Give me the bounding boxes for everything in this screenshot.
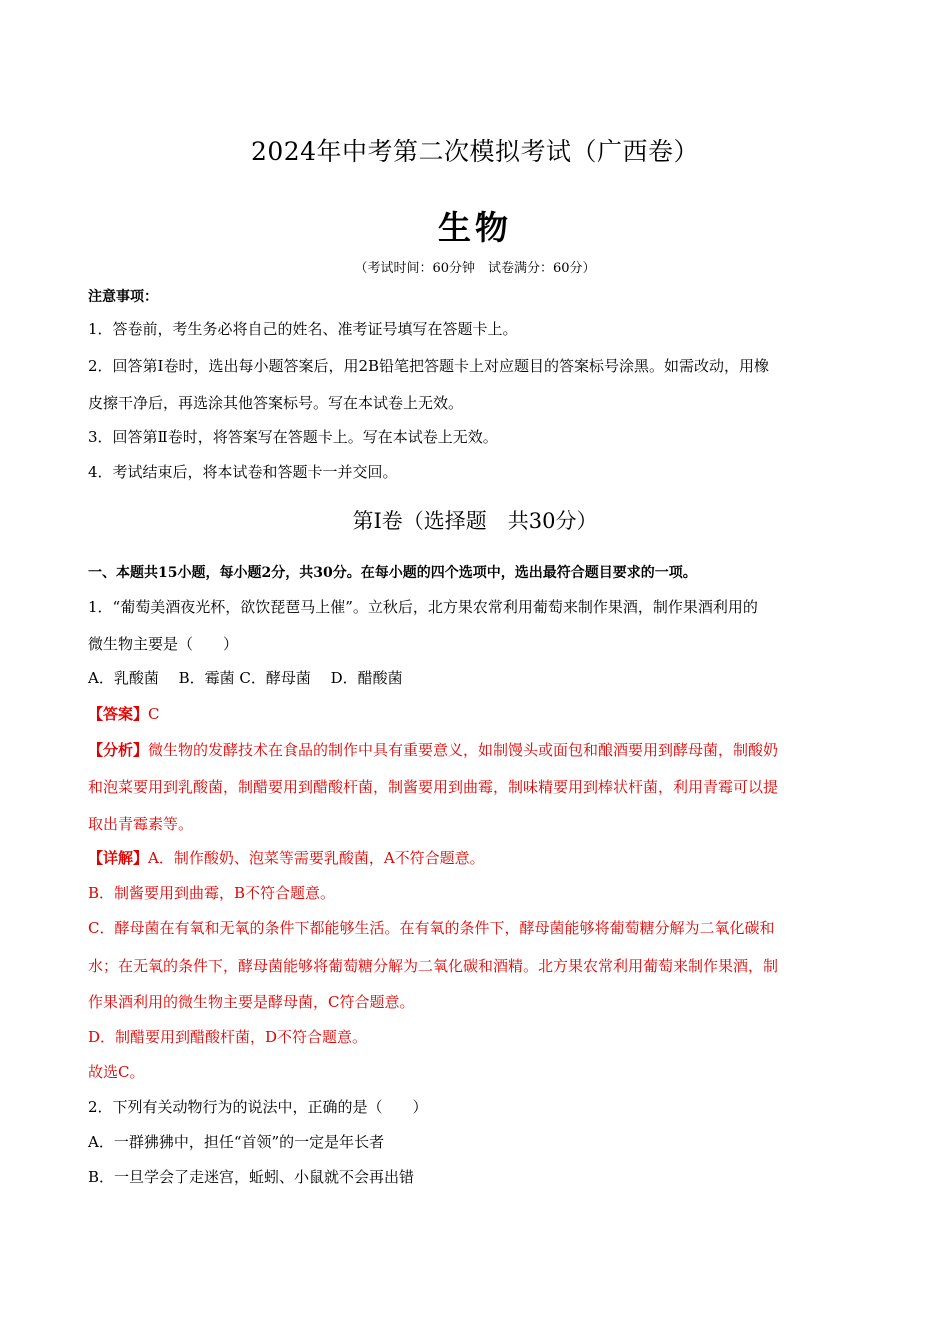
detail-tag: 【详解】 xyxy=(88,849,149,867)
q1-detail-c3: 作果酒利用的微生物主要是酵母菌，C符合题意。 xyxy=(88,993,415,1011)
note-item-2b: 皮擦干净后，再选涂其他答案标号。写在本试卷上无效。 xyxy=(88,394,464,412)
note-item-1: 1．答卷前，考生务必将自己的姓名、准考证号填写在答题卡上。 xyxy=(88,320,518,338)
q1-detail-d: D．制醋要用到醋酸杆菌，D不符合题意。 xyxy=(88,1028,368,1046)
q1-conclusion: 故选C。 xyxy=(88,1063,145,1081)
note-item-2a: 2．回答第Ⅰ卷时，选出每小题答案后，用2B铅笔把答题卡上对应题目的答案标号涂黑。如需改动，用橡 xyxy=(88,357,770,375)
q1-stem-a: 1．“葡萄美酒夜光杯，欲饮琵琶马上催”。立秋后，北方果农常利用葡萄来制作果酒，制作果酒利用的 xyxy=(88,598,758,616)
q2-option-a: A．一群狒狒中，担任“首领”的一定是年长者 xyxy=(88,1133,385,1151)
analysis-tag: 【分析】 xyxy=(88,741,149,759)
q1-analysis-b: 和泡菜要用到乳酸菌，制醋要用到醋酸杆菌，制酱要用到曲霉，制味精要用到棒状杆菌，利用青霉可以提 xyxy=(88,778,779,796)
q2-option-b: B．一旦学会了走迷宫，蚯蚓、小鼠就不会再出错 xyxy=(88,1168,415,1186)
q1-detail-c1: C．酵母菌在有氧和无氧的条件下都能够生活。在有氧的条件下，酵母菌能够将葡萄糖分解为二氧化碳和 xyxy=(88,919,775,937)
q1-analysis-c: 取出青霉素等。 xyxy=(88,815,194,833)
detail-text-a: A．制作酸奶、泡菜等需要乳酸菌，A不符合题意。 xyxy=(148,849,485,867)
answer-tag: 【答案】 xyxy=(88,705,149,723)
note-item-3: 3．回答第Ⅱ卷时，将答案写在答题卡上。写在本试卷上无效。 xyxy=(88,428,498,446)
analysis-text-a: 微生物的发酵技术在食品的制作中具有重要意义，如制馒头或面包和酿酒要用到酵母菌，制酸奶 xyxy=(148,741,779,759)
q1-detail-a xyxy=(88,847,868,869)
subject-title: 生物 xyxy=(438,208,512,247)
exam-info: （考试时间：60分钟 试卷满分：60分） xyxy=(354,261,596,276)
q1-analysis-a xyxy=(88,739,868,761)
notes-heading: 注意事项： xyxy=(88,289,158,305)
answer-value: C xyxy=(148,705,160,723)
q1-detail-c2: 水；在无氧的条件下，酵母菌能够将葡萄糖分解为二氧化碳和酒精。北方果农常利用葡萄来制作果酒，制 xyxy=(88,957,779,975)
q2-stem: 2．下列有关动物行为的说法中，正确的是（ ） xyxy=(88,1098,428,1116)
q1-options: A．乳酸菌 B．霉菌 C．酵母菌 D．醋酸菌 xyxy=(88,669,403,687)
section-title: 第Ⅰ卷（选择题 共30分） xyxy=(352,509,598,533)
q1-stem-b: 微生物主要是（ ） xyxy=(88,635,239,653)
q1-answer xyxy=(88,703,868,725)
part-heading: 一、本题共15小题，每小题2分，共30分。在每小题的四个选项中，选出最符合题目要求的一项。 xyxy=(88,565,697,581)
q1-detail-b: B．制酱要用到曲霉，B不符合题意。 xyxy=(88,884,336,902)
note-item-4: 4．考试结束后，将本试卷和答题卡一并交回。 xyxy=(88,463,398,481)
exam-title: 2024年中考第二次模拟考试（广西卷） xyxy=(250,137,700,166)
